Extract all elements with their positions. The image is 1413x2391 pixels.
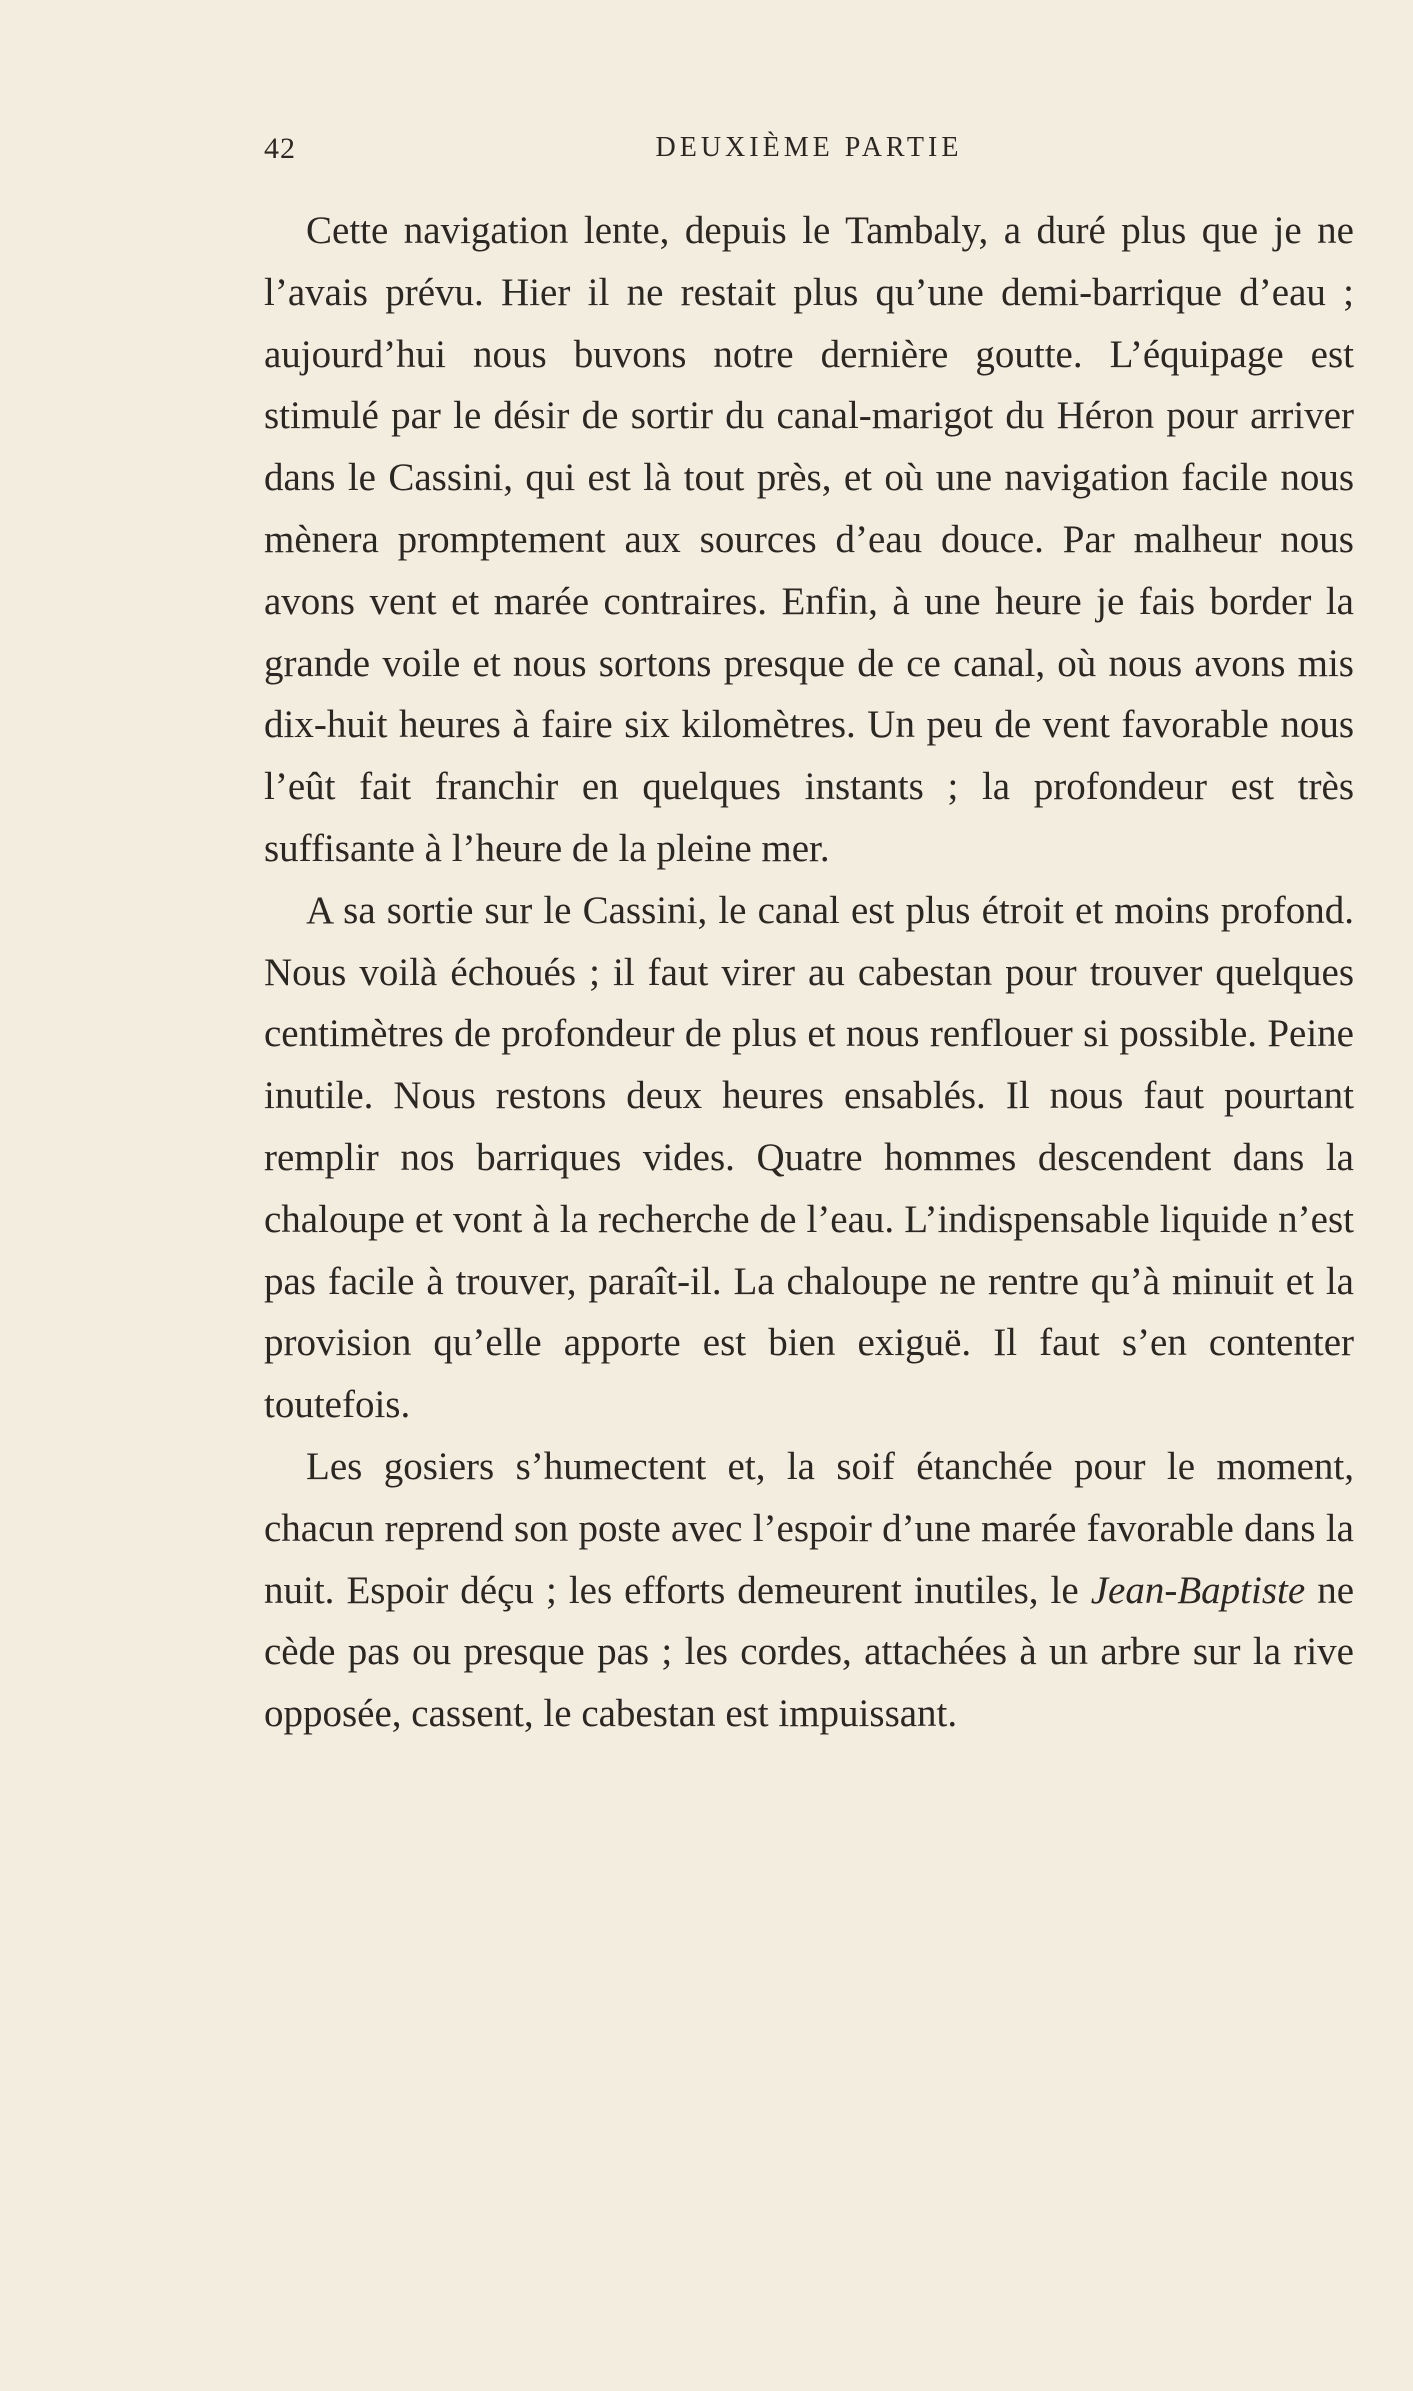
ship-name: Jean-Baptiste	[1090, 1568, 1306, 1612]
paragraph-3	[264, 1436, 1354, 1745]
page-number: 42	[264, 132, 296, 165]
page-header	[264, 132, 1354, 172]
paragraph-1: Cette navigation lente, depuis le Tambaly, a duré plus que je ne l’avais prévu. Hier il ne restait plus qu’une demi-barrique d’eau ; aujourd’hui nous buvons notre dernière goutte. L’équipage est stimulé par le désir de sortir du canal-marigot du Héron pour arriver dans le Cassini, qui est là tout près, et où une navigation facile nous mènera promptement aux sources d’eau douce. Par malheur nous avons vent et marée contraires. Enfin, à une heure je fais border la grande voile et nous sortons presque de ce canal, où nous avons mis dix-huit heures à faire six kilomètres. Un peu de vent favorable nous l’eût fait franchir en quelques instants ; la profondeur est très suffisante à l’heure de la pleine mer.	[264, 209, 1354, 870]
running-title: DEUXIÈME PARTIE	[655, 132, 963, 163]
paragraph-2: A sa sortie sur le Cassini, le canal est plus étroit et moins profond. Nous voilà échoués ; il faut virer au cabestan pour trouver quelques centimètres de profondeur de plus et nous renflouer si possible. Peine inutile. Nous restons deux heures ensablés. Il nous faut pourtant remplir nos barriques vides. Quatre hommes descendent dans la chaloupe et vont à la recherche de l’eau. L’indispensable liquide n’est pas facile à trouver, paraît-il. La chaloupe ne rentre qu’à minuit et la provision qu’elle apporte est bien exiguë. Il faut s’en contenter toutefois.	[264, 888, 1354, 1427]
body-text	[264, 200, 1354, 1745]
paragraph-3-tail: ne cède pas ou presque pas ; les cordes, attachées à un arbre sur la rive opposée, cassent, le cabestan est impuissant.	[264, 1568, 1354, 1736]
paragraph-3-lead: Les gosiers s’humectent et, la soif étanchée pour le moment, chacun reprend son poste avec l’espoir d’une marée favorable dans la nuit. Espoir déçu ; les efforts demeurent inutiles, le	[264, 1444, 1354, 1612]
